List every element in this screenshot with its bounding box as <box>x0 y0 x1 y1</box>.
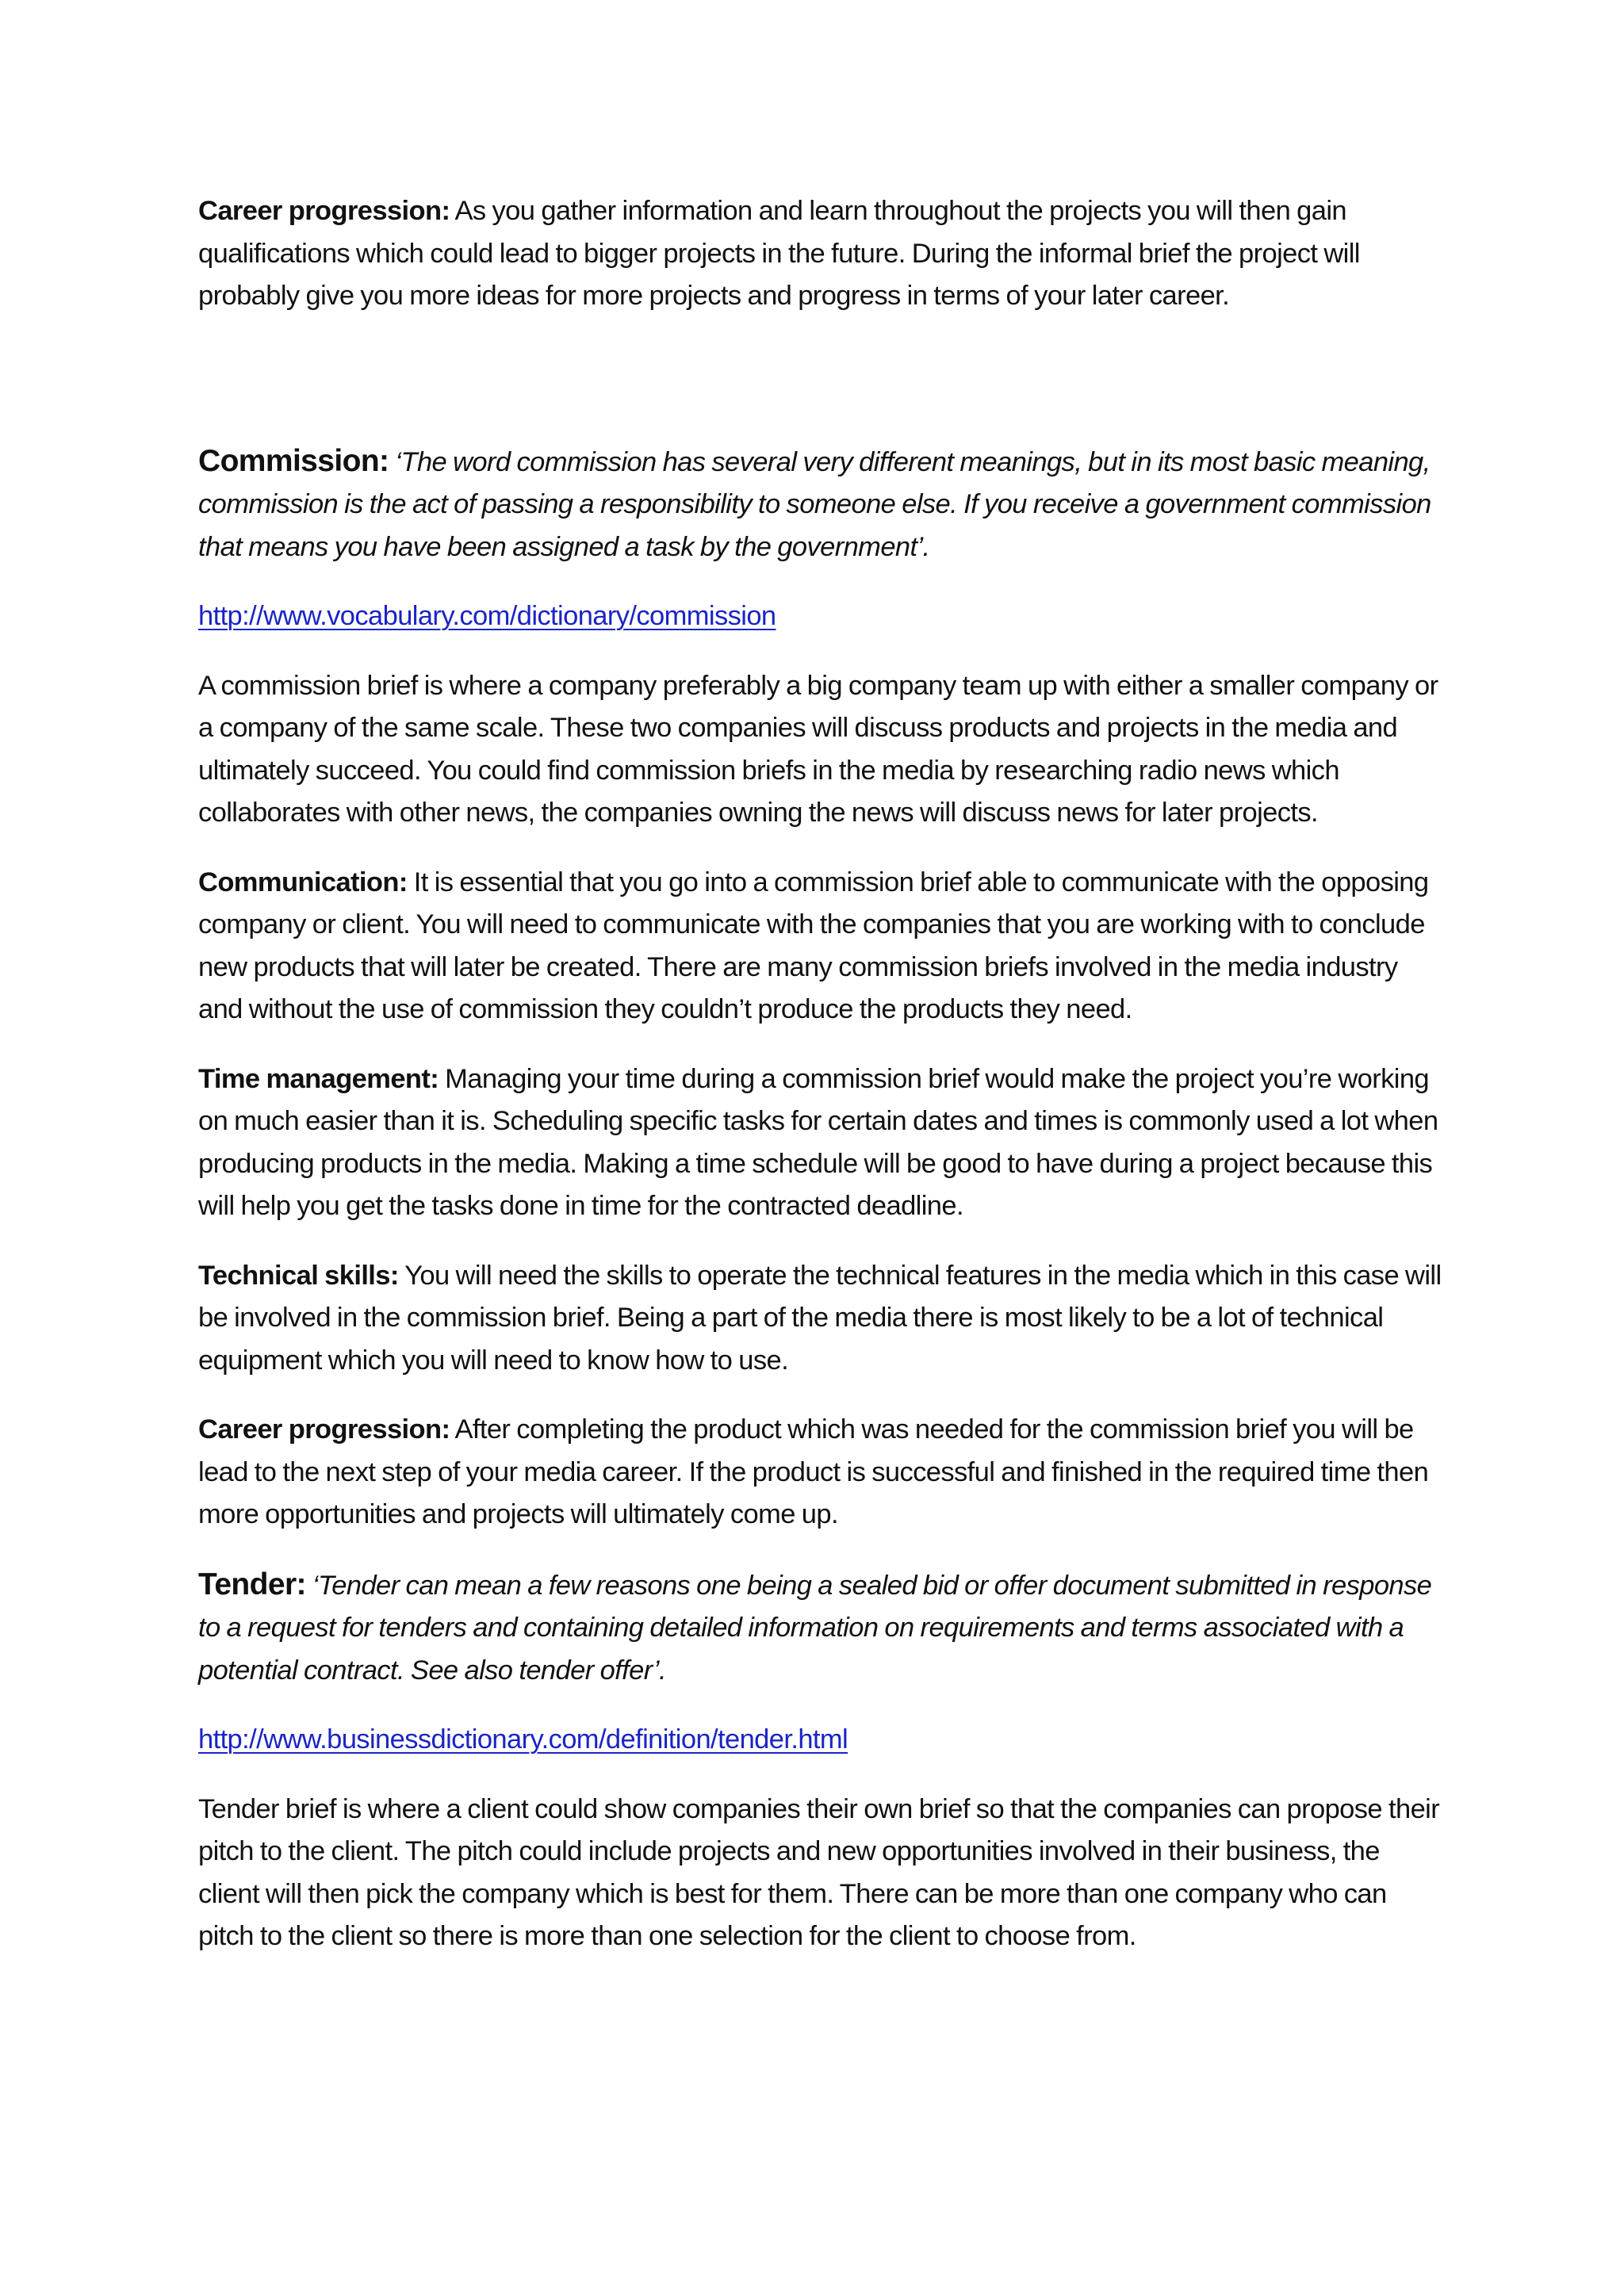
tender-link[interactable]: http://www.businessdictionary.com/definition/tender.html <box>198 1724 848 1755</box>
commission-definition-paragraph <box>198 440 1443 569</box>
commission-quote: ‘The word commission has several very different meanings, but in its most basic meaning, commission is the act of passing a responsibility to someone else. If you receive a government commission that means you have been assigned a task by the government’. <box>198 446 1431 562</box>
technical-skills-paragraph <box>198 1255 1443 1383</box>
commission-link-paragraph <box>198 595 1443 638</box>
tender-definition-paragraph <box>198 1563 1443 1693</box>
commission-term: Commission: <box>198 443 389 478</box>
communication-text: It is essential that you go into a commission brief able to communicate with the opposing company or client. You will need to communicate with the companies that you are working with to conclude new products that will later be created. There are many commission briefs involved in the media industry and without the use of commission they couldn’t produce the products they need. <box>198 867 1429 1024</box>
time-management-paragraph <box>198 1058 1443 1228</box>
career-progression-paragraph <box>198 190 1443 318</box>
commission-career-progression-term: Career progression: <box>198 1414 450 1445</box>
document-page <box>198 190 1443 1958</box>
tender-term: Tender: <box>198 1567 306 1601</box>
communication-paragraph <box>198 862 1443 1031</box>
time-management-text: Managing your time during a commission brief would make the project you’re working on much easier than it is. Scheduling specific tasks for certain dates and times is commonly used a lot when producing products in the media. Making a time schedule will be good to have during a project because this will help you get the tasks done in time for the contracted deadline. <box>198 1063 1438 1221</box>
career-progression-term: Career progression: <box>198 196 450 226</box>
tender-body-paragraph: Tender brief is where a client could show companies their own brief so that the companies can propose their pitch to the client. The pitch could include projects and new opportunities involved in their business, the client will then pick the company which is best for them. There can be more than one company who can pitch to the client so there is more than one selection for the client to choose from. <box>198 1793 1440 1951</box>
communication-term: Communication: <box>198 867 408 897</box>
commission-body-paragraph: A commission brief is where a company preferably a big company team up with either a smaller company or a company of the same scale. These two companies will discuss products and projects in the media and ultimately succeed. You could find commission briefs in the media by researching radio news which collaborates with other news, the companies owning the news will discuss news for later projects. <box>198 670 1438 828</box>
commission-link[interactable]: http://www.vocabulary.com/dictionary/commission <box>198 601 776 631</box>
tender-quote: ‘Tender can mean a few reasons one being a sealed bid or offer document submitted in response to a request for tenders and containing detailed information on requirements and terms associated with a potential contract. See also tender offer’. <box>198 1570 1432 1686</box>
commission-career-progression-text: After completing the product which was needed for the commission brief you will be lead to the next step of your media career. If the product is successful and finished in the required time then more opportunities and projects will ultimately come up. <box>198 1414 1429 1529</box>
time-management-term: Time management: <box>198 1063 439 1094</box>
technical-skills-text: You will need the skills to operate the technical features in the media which in this case will be involved in the commission brief. Being a part of the media there is most likely to be a lot of technical equipment which you will need to know how to use. <box>198 1260 1442 1376</box>
career-progression-text: As you gather information and learn throughout the projects you will then gain qualifications which could lead to bigger projects in the future. During the informal brief the project will probably give you more ideas for more projects and progress in terms of your later career. <box>198 196 1360 311</box>
technical-skills-term: Technical skills: <box>198 1260 399 1291</box>
commission-career-progression-paragraph <box>198 1409 1443 1536</box>
tender-link-paragraph <box>198 1719 1443 1762</box>
